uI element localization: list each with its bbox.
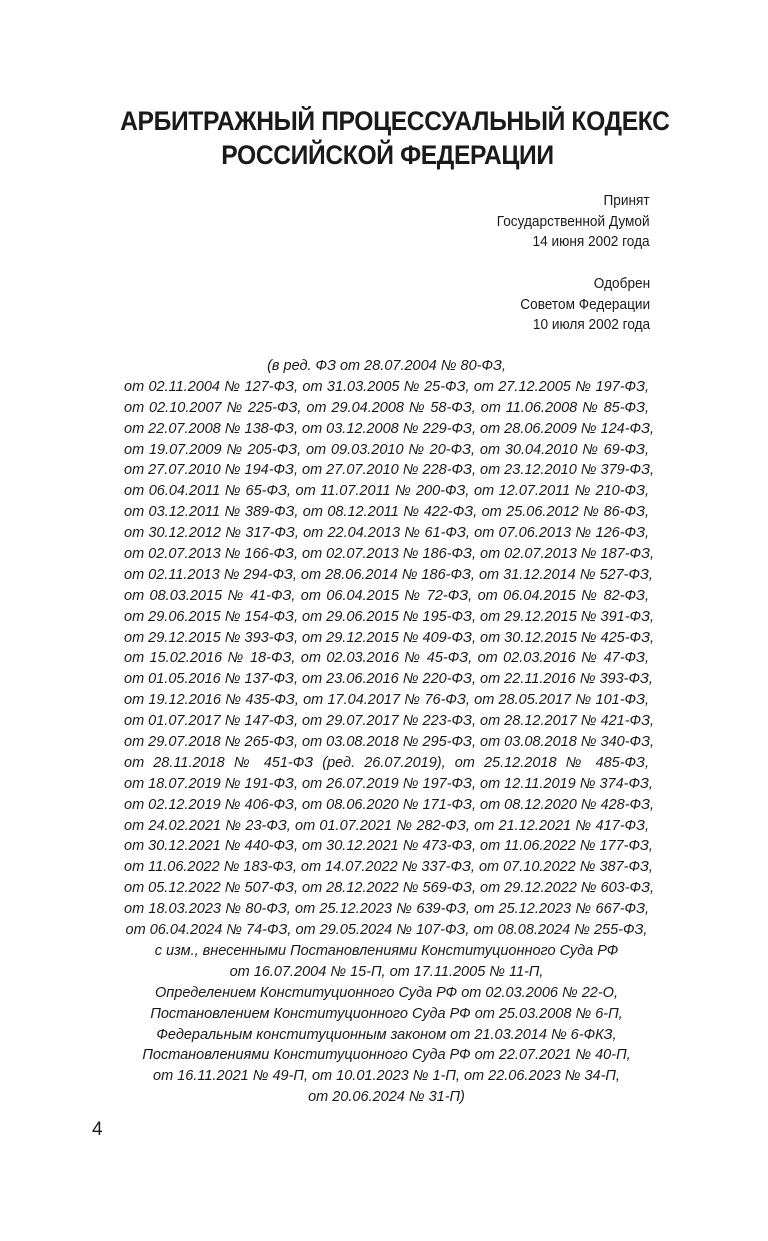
amendment-line: от 30.12.2021 № 440-ФЗ, от 30.12.2021 № 473-ФЗ, от 11.06.2022 № 177-ФЗ, [124,838,653,855]
amendment-line: от 01.07.2017 № 147-ФЗ, от 29.07.2017 № 223-ФЗ, от 28.12.2017 № 421-ФЗ, [124,713,654,730]
amendments-block [124,356,654,1108]
approval-date: 10 июля 2002 года [532,317,650,333]
amendment-line: с изм., внесенными Постановлениями Конституционного Суда РФ [154,942,619,959]
amendment-line: от 24.02.2021 № 23-ФЗ, от 01.07.2021 № 282-ФЗ, от 21.12.2021 № 417-ФЗ, [124,817,649,834]
amendment-line: от 16.07.2004 № 15-П, от 17.11.2005 № 11-П, [229,963,544,980]
amendment-line: от 22.07.2008 № 138-ФЗ, от 03.12.2008 № 229-ФЗ, от 28.06.2009 № 124-ФЗ, [124,420,654,437]
adoption-line-1: Принят [603,193,650,209]
adoption-line-2: Государственной Думой [497,213,650,230]
amendment-line: от 02.11.2004 № 127-ФЗ, от 31.03.2005 № 25-ФЗ, от 27.12.2005 № 197-ФЗ, [124,378,649,395]
amendment-line: от 29.06.2015 № 154-ФЗ, от 29.06.2015 № 195-ФЗ, от 29.12.2015 № 391-ФЗ, [124,608,654,625]
title-line-2: РОССИЙСКОЙ ФЕДЕРАЦИИ [221,140,554,170]
amendment-line: Определением Конституционного Суда РФ от 02.03.2006 № 22-О, [155,984,618,1001]
amendment-line: от 08.03.2015 № 41-ФЗ, от 06.04.2015 № 72-ФЗ, от 06.04.2015 № 82-ФЗ, [124,587,649,604]
approval-line-2: Советом Федерации [520,296,650,313]
approval-line-1: Одобрен [593,276,650,292]
amendment-line: от 11.06.2022 № 183-ФЗ, от 14.07.2022 № 337-ФЗ, от 07.10.2022 № 387-ФЗ, [124,859,653,876]
amendment-line: от 28.11.2018 № 451-ФЗ (ред. 26.07.2019), от 25.12.2018 № 485-ФЗ, [124,754,649,771]
amendment-line: от 02.10.2007 № 225-ФЗ, от 29.04.2008 № 58-ФЗ, от 11.06.2008 № 85-ФЗ, [124,399,649,416]
amendment-line: от 06.04.2011 № 65-ФЗ, от 11.07.2011 № 200-ФЗ, от 12.07.2011 № 210-ФЗ, [124,483,649,500]
amendment-line: от 18.07.2019 № 191-ФЗ, от 26.07.2019 № 197-ФЗ, от 12.11.2019 № 374-ФЗ, [124,775,653,792]
amendment-line: от 03.12.2011 № 389-ФЗ, от 08.12.2011 № 422-ФЗ, от 25.06.2012 № 86-ФЗ, [124,504,649,521]
amendment-line: от 16.11.2021 № 49-П, от 10.01.2023 № 1-П, от 22.06.2023 № 34-П, [153,1068,620,1085]
amendment-line: (в ред. ФЗ от 28.07.2004 № 80-ФЗ, [267,358,506,374]
page-number: 4 [92,1119,103,1140]
adoption-note [497,191,650,253]
amendment-line: от 06.04.2024 № 74-ФЗ, от 29.05.2024 № 107-ФЗ, от 08.08.2024 № 255-ФЗ, [125,922,648,939]
amendment-line: от 20.06.2024 № 31-П) [308,1089,465,1106]
approval-note [520,274,650,336]
amendment-line: от 05.12.2022 № 507-ФЗ, от 28.12.2022 № 569-ФЗ, от 29.12.2022 № 603-ФЗ, [124,880,654,897]
amendment-line: Постановлением Конституционного Суда РФ от 25.03.2008 № 6-П, [150,1005,623,1022]
amendment-line: от 02.07.2013 № 166-ФЗ, от 02.07.2013 № 186-ФЗ, от 02.07.2013 № 187-ФЗ, [124,546,654,563]
amendment-line: Федеральным конституционным законом от 21.03.2014 № 6-ФКЗ, [156,1026,617,1043]
amendment-line: от 19.07.2009 № 205-ФЗ, от 09.03.2010 № 20-ФЗ, от 30.04.2010 № 69-ФЗ, [124,441,649,458]
amendment-line: от 29.12.2015 № 393-ФЗ, от 29.12.2015 № 409-ФЗ, от 30.12.2015 № 425-ФЗ, [124,629,654,646]
amendment-line: от 02.11.2013 № 294-ФЗ, от 28.06.2014 № 186-ФЗ, от 31.12.2014 № 527-ФЗ, [124,566,653,583]
amendment-line: от 19.12.2016 № 435-ФЗ, от 17.04.2017 № 76-ФЗ, от 28.05.2017 № 101-ФЗ, [124,692,649,709]
amendment-line: от 30.12.2012 № 317-ФЗ, от 22.04.2013 № 61-ФЗ, от 07.06.2013 № 126-ФЗ, [124,525,649,542]
amendment-line: от 29.07.2018 № 265-ФЗ, от 03.08.2018 № 295-ФЗ, от 03.08.2018 № 340-ФЗ, [124,734,654,751]
amendment-line: от 27.07.2010 № 194-ФЗ, от 27.07.2010 № 228-ФЗ, от 23.12.2010 № 379-ФЗ, [124,462,654,479]
amendment-line: Постановлениями Конституционного Суда РФ от 22.07.2021 № 40-П, [142,1047,631,1064]
amendment-line: от 01.05.2016 № 137-ФЗ, от 23.06.2016 № 220-ФЗ, от 22.11.2016 № 393-ФЗ, [124,671,653,688]
amendment-line: от 18.03.2023 № 80-ФЗ, от 25.12.2023 № 639-ФЗ, от 25.12.2023 № 667-ФЗ, [124,901,649,918]
amendment-line: от 02.12.2019 № 406-ФЗ, от 08.06.2020 № 171-ФЗ, от 08.12.2020 № 428-ФЗ, [124,796,654,813]
document-title [120,104,670,172]
adoption-date: 14 июня 2002 года [532,234,650,250]
amendment-line: от 15.02.2016 № 18-ФЗ, от 02.03.2016 № 45-ФЗ, от 02.03.2016 № 47-ФЗ, [124,650,649,667]
title-line-1: АРБИТРАЖНЫЙ ПРОЦЕССУАЛЬНЫЙ КОДЕКС [120,106,670,136]
